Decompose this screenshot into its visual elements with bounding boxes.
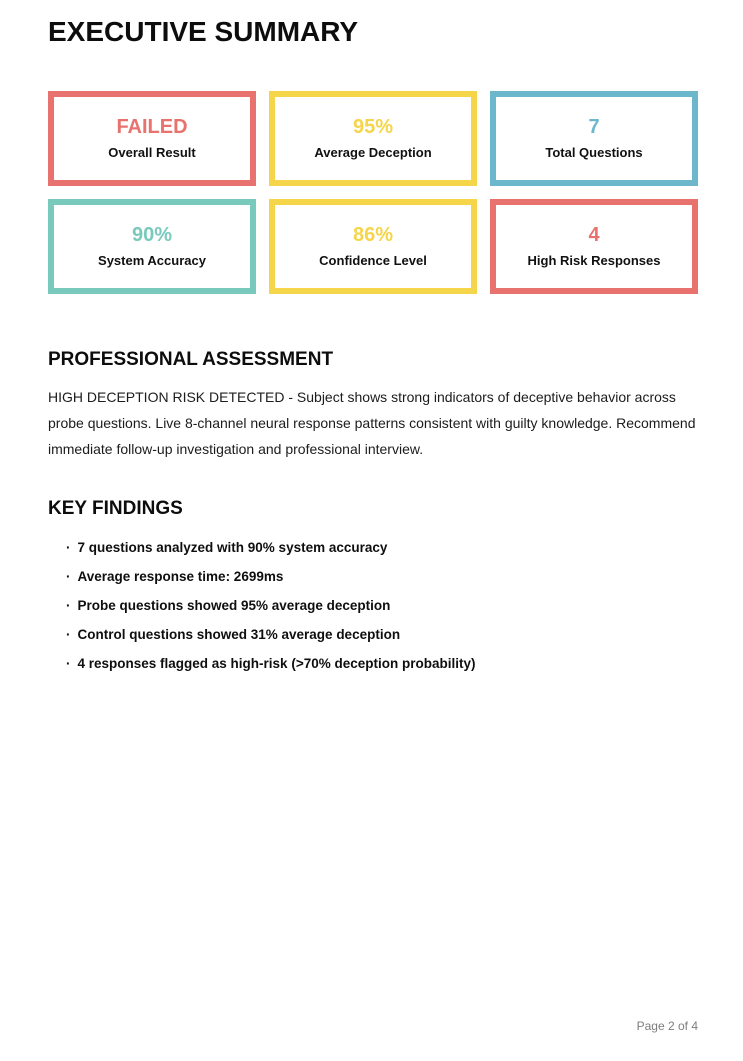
metric-label-average-deception: Average Deception <box>314 145 432 161</box>
finding-item: · Probe questions showed 95% average deception <box>66 598 698 614</box>
finding-item: · Control questions showed 31% average deception <box>66 627 698 643</box>
finding-item: · 4 responses flagged as high-risk (>70% deception probability) <box>66 656 698 672</box>
metric-label-confidence-level: Confidence Level <box>319 253 427 269</box>
metric-value-high-risk-responses: 4 <box>588 224 600 247</box>
metric-value-average-deception: 95% <box>352 116 394 139</box>
metric-value-overall-result: FAILED <box>116 116 188 139</box>
metric-card-confidence-level <box>269 199 477 294</box>
metric-label-system-accuracy: System Accuracy <box>98 253 206 269</box>
metric-value-system-accuracy: 90% <box>131 224 173 247</box>
metric-value-confidence-level: 86% <box>352 224 394 247</box>
report-page <box>0 17 743 672</box>
metric-label-high-risk-responses: High Risk Responses <box>527 253 661 269</box>
summary-cards-grid <box>48 91 698 294</box>
key-findings-list <box>48 540 698 672</box>
assessment-text: HIGH DECEPTION RISK DETECTED - Subject shows strong indicators of deceptive behavior across probe questions. Live 8-channel neural response patterns consistent with guilty knowledge. Recommend immediate follow-up investigation and professional interview. <box>48 388 696 457</box>
page-title: EXECUTIVE SUMMARY <box>48 16 359 47</box>
metric-label-total-questions: Total Questions <box>545 145 643 161</box>
metric-card-system-accuracy <box>48 199 256 294</box>
finding-item: · Average response time: 2699ms <box>66 569 698 585</box>
section-heading-professional-assessment: PROFESSIONAL ASSESSMENT <box>48 348 334 370</box>
finding-item: · 7 questions analyzed with 90% system accuracy <box>66 540 698 556</box>
metric-label-overall-result: Overall Result <box>108 145 196 161</box>
metric-card-average-deception <box>269 91 477 186</box>
metric-card-overall-result <box>48 91 256 186</box>
section-heading-key-findings: KEY FINDINGS <box>48 497 183 519</box>
metric-value-total-questions: 7 <box>588 116 600 139</box>
metric-card-total-questions <box>490 91 698 186</box>
page-number: Page 2 of 4 <box>636 1019 698 1033</box>
metric-card-high-risk-responses <box>490 199 698 294</box>
